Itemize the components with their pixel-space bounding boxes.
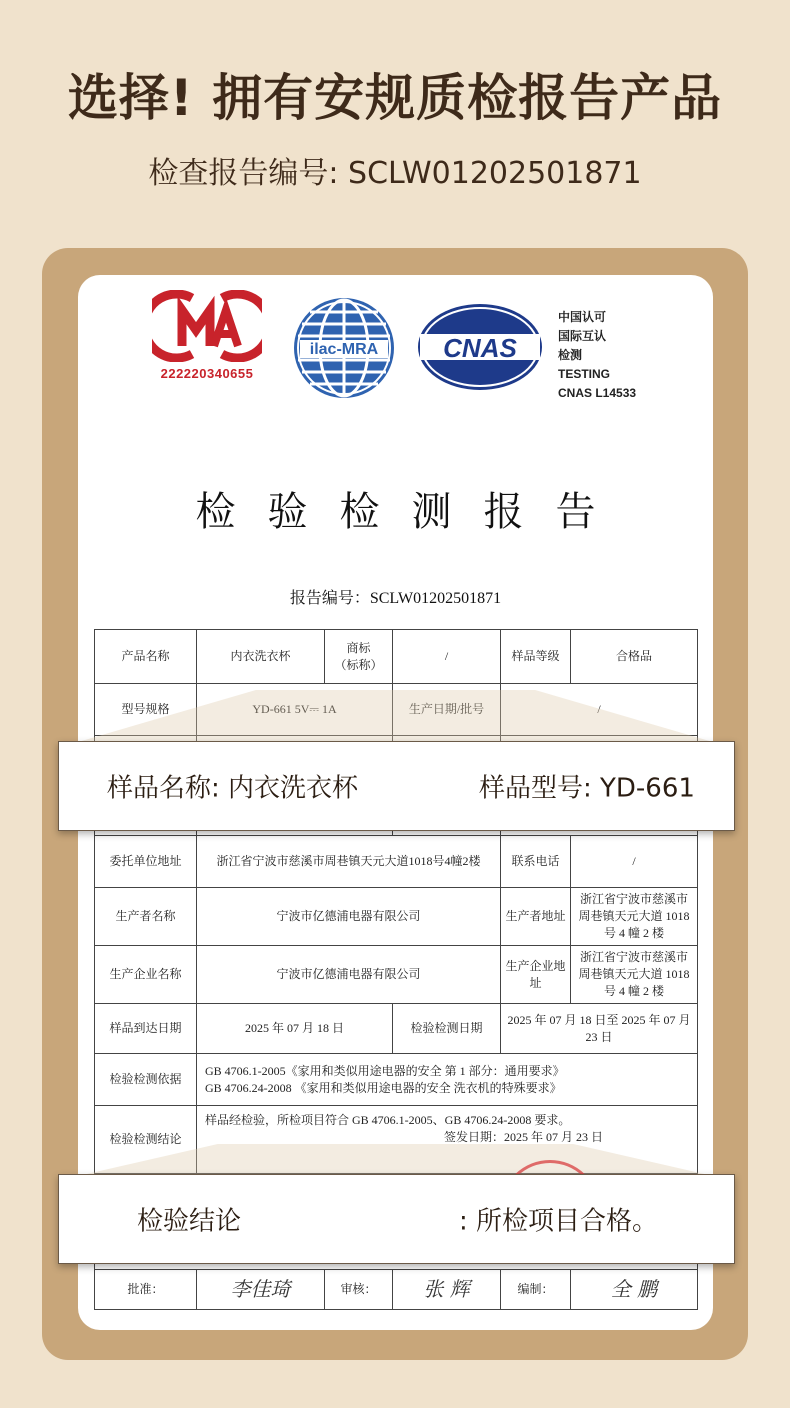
sample-name-text: 样品名称: 内衣洗衣杯 xyxy=(107,773,359,804)
cnas-mark-icon xyxy=(416,302,544,392)
table-row: 委托单位地址 浙江省宁波市慈溪市周巷镇天元大道1018号4幢2楼 联系电话 / xyxy=(95,836,698,888)
conclusion-value-text: : 所检项目合格。 xyxy=(459,1206,659,1237)
table-row: 型号规格 YD-661 5V⎓ 1A 生产日期/批号 / xyxy=(95,684,698,736)
cnas-text: CNAS xyxy=(443,333,517,363)
table-row: 产品名称 内衣洗衣杯 商标 （标称） / 样品等级 合格品 xyxy=(95,630,698,684)
ilac-mra-logo xyxy=(292,296,396,404)
document-title: 检验检测报告 xyxy=(195,489,628,535)
table-row-signatures: 批准： 李佳琦 审核： 张 辉 编制： 全 鹏 xyxy=(95,1270,698,1310)
ilac-globe-icon xyxy=(292,296,396,400)
cma-logo xyxy=(152,290,262,381)
cnas-caption: 中国认可 国际互认 检测 TESTING CNAS L14533 xyxy=(558,310,637,400)
cnas-logo xyxy=(416,302,544,396)
report-number-subtitle: 检查报告编号: SCLW01202501871 xyxy=(148,156,642,191)
headline: 选择! 拥有安规质检报告产品 xyxy=(67,69,723,127)
table-row: 检验检测结论 样品经检验，所检项目符合 GB 4706.1-2005、GB 4706.24-2008 要求。 签发日期：2025 年 07 月 23 日 xyxy=(95,1106,698,1174)
conclusion-label-text: 检验结论 xyxy=(137,1206,242,1237)
certification-logos xyxy=(148,290,668,400)
table-row: 生产企业名称 宁波市亿德浦电器有限公司 生产企业地址 浙江省宁波市慈溪市周巷镇天元大道 1018 号 4 幢 2 楼 xyxy=(95,946,698,1004)
cma-number: 222220340655 xyxy=(160,366,254,381)
sample-info-banner xyxy=(58,741,735,831)
table-row: 检验检测依据 GB 4706.1-2005《家用和类似用途电器的安全 第 1 部分：通用要求》 GB 4706.24-2008 《家用和类似用途电器的安全 洗衣机的特殊要求》 xyxy=(95,1054,698,1106)
sample-model-text: 样品型号: YD-661 xyxy=(479,773,695,804)
conclusion-banner xyxy=(58,1174,735,1264)
ilac-text: ilac-MRA xyxy=(309,341,379,358)
cma-mark-icon xyxy=(152,290,262,362)
table-row: 样品到达日期 2025 年 07 月 18 日 检验检测日期 2025 年 07 月 18 日至 2025 年 07 月 23 日 xyxy=(95,1004,698,1054)
table-row: 生产者名称 宁波市亿德浦电器有限公司 生产者地址 浙江省宁波市慈溪市周巷镇天元大道 1018 号 4 幢 2 楼 xyxy=(95,888,698,946)
document-report-number: 报告编号：SCLW01202501871 xyxy=(289,590,502,607)
